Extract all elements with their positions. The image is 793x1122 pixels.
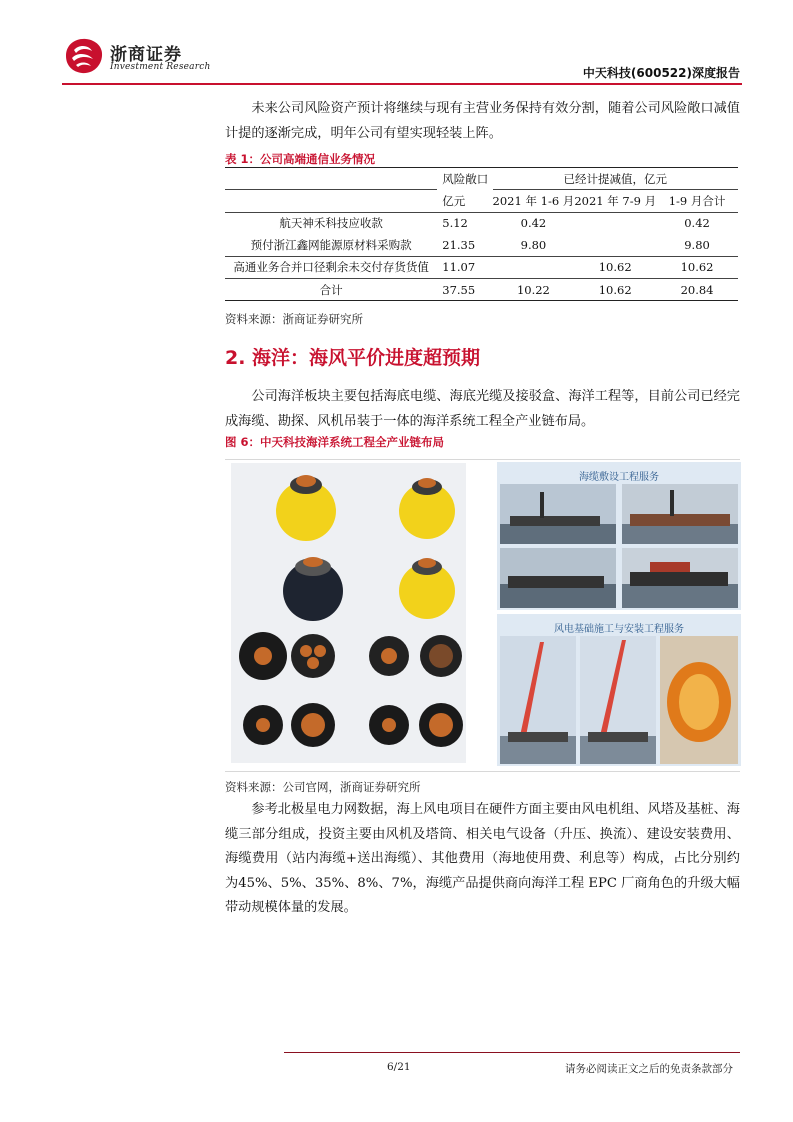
cell: 10.22 xyxy=(493,278,575,300)
cell: 10.62 xyxy=(574,256,656,278)
cell xyxy=(574,212,656,234)
cell: 0.42 xyxy=(656,212,738,234)
ship-photo-icon xyxy=(500,484,738,608)
header-unit: 亿元 xyxy=(442,193,466,208)
zheshang-logo-icon xyxy=(62,36,106,76)
row-label: 合计 xyxy=(225,278,437,300)
cell xyxy=(493,256,575,278)
table-row xyxy=(225,234,738,256)
cell: 0.42 xyxy=(493,212,575,234)
table-total-row xyxy=(225,278,738,300)
cable-products-panel xyxy=(231,463,466,763)
panel-title: 海缆敷设工程服务 xyxy=(579,472,659,483)
wind-installation-panel xyxy=(497,614,741,766)
cell: 5.12 xyxy=(437,212,492,234)
cell: 37.55 xyxy=(437,278,492,300)
header-h1: 2021 年 1-6 月 xyxy=(493,190,575,212)
business-table xyxy=(225,167,738,301)
company-name-cn: 浙商证券 xyxy=(110,45,182,65)
cell: 9.80 xyxy=(520,237,547,252)
cable-laying-panel xyxy=(497,462,741,610)
page-header xyxy=(62,36,742,82)
cell: 10.62 xyxy=(574,278,656,300)
table-header-row xyxy=(225,168,738,190)
header-impairment: 已经计提减值，亿元 xyxy=(493,168,738,190)
wind-crane-photo-icon xyxy=(500,636,738,764)
closing-paragraph: 参考北极星电力网数据，海上风电项目在硬件方面主要由风电机组、风塔及基桩、海缆三部分组成，投资主要由风机及塔筒、相关电气设备（升压、换流）、建设安装费用、海缆费用（站内海缆+送出海缆）、其他费用（海地使用费、利息等）构成，占比分别约为45%、5%、35%、8%、7%，海缆产品提供商向海洋工程 EPC 厂商角色的升级大幅带动规模体量的发展。 xyxy=(225,802,740,915)
figure-caption: 图 6：中天科技海洋系统工程全产业链布局 xyxy=(225,435,445,449)
table-header-row xyxy=(225,190,738,212)
row-label: 航天神禾科技应收款 xyxy=(225,212,437,234)
report-title: 中天科技(600522)深度报告 xyxy=(582,66,740,80)
section-heading: 2. 海洋：海风平价进度超预期 xyxy=(225,347,481,369)
cell: 9.80 xyxy=(684,237,710,252)
cell: 11.07 xyxy=(437,256,492,278)
table-caption: 表 1：公司高端通信业务情况 xyxy=(225,152,376,166)
disclaimer-text: 请务必阅读正文之后的免责条款部分 xyxy=(565,1063,733,1075)
intro-paragraph: 未来公司风险资产预计将继续与现有主营业务保持有效分割，随着公司风险敞口减值计提的逐渐完成，明年公司有望实现轻装上阵。 xyxy=(225,101,740,141)
row-label: 预付浙江鑫网能源原材料采购款 xyxy=(250,237,412,252)
footer-divider xyxy=(284,1052,740,1053)
header-q3: 2021 年 7-9 月 xyxy=(574,190,656,212)
page-number: 6/21 xyxy=(387,1061,411,1073)
table-row xyxy=(225,256,738,278)
cell xyxy=(574,234,656,256)
cell: 21.35 xyxy=(442,237,476,252)
section-paragraph: 公司海洋板块主要包括海底电缆、海底光缆及接驳盒、海洋工程等，目前公司已经完成海缆、勘探、风机吊装于一体的海洋系统工程全产业链布局。 xyxy=(225,389,740,429)
table-source: 资料来源：浙商证券研究所 xyxy=(225,312,363,326)
panel-title: 风电基础施工与安装工程服务 xyxy=(554,624,684,635)
header-total: 1-9 月合计 xyxy=(656,190,738,212)
company-name-en: Investment Research xyxy=(110,62,211,72)
figure-source: 资料来源：公司官网，浙商证券研究所 xyxy=(225,780,421,794)
cell: 20.84 xyxy=(656,278,738,300)
submarine-cable-icon xyxy=(231,463,466,763)
header-exposure: 风险敞口 xyxy=(437,168,492,190)
table-row xyxy=(225,212,738,234)
header-divider xyxy=(62,83,742,85)
row-label: 高通业务合并口径剩余未交付存货货值 xyxy=(225,256,437,278)
cell: 10.62 xyxy=(656,256,738,278)
